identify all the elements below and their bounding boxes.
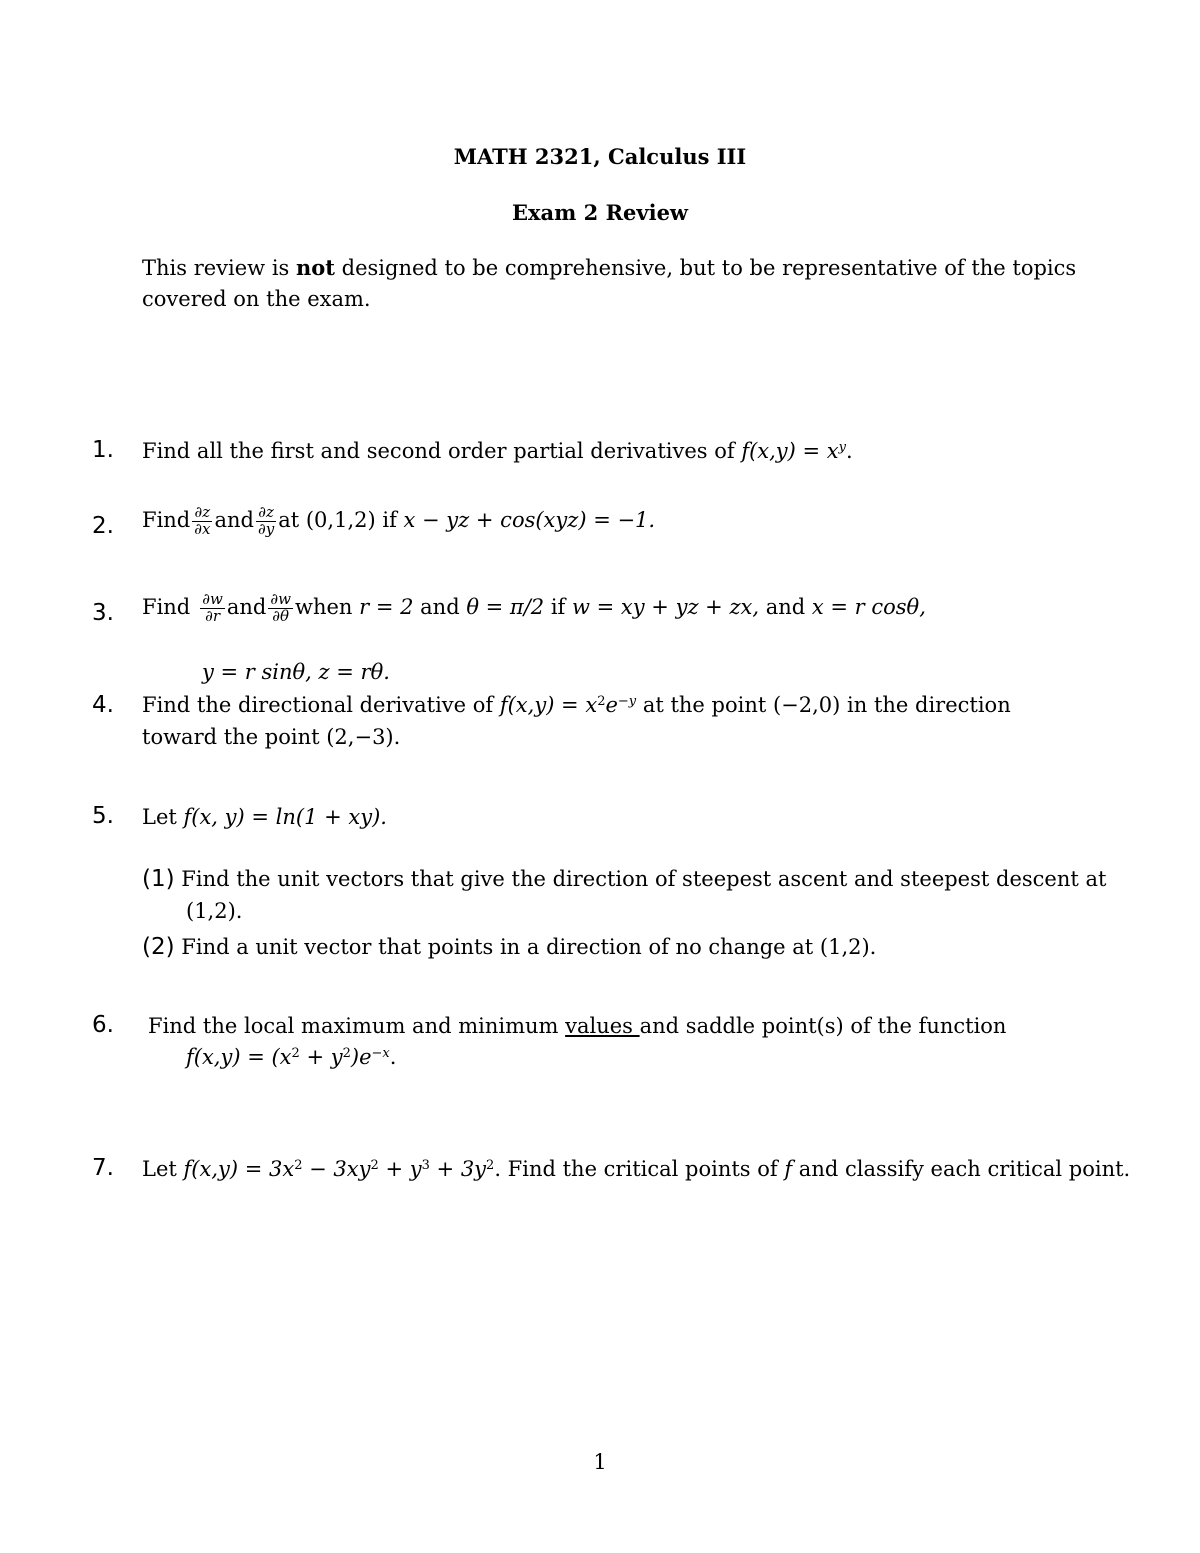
problem-2-equation: x − yz + cos(xyz) = −1.	[403, 507, 656, 532]
problem-4-line-2: toward the point (2,−3).	[142, 725, 401, 749]
problem-7-number: 7.	[92, 1155, 114, 1181]
fraction-dw-dtheta: $\frac{\partial w}{\partial\theta}$	[270, 590, 291, 625]
problem-2	[142, 505, 655, 538]
problem-1	[142, 439, 853, 464]
problem-5-number: 5.	[92, 803, 114, 829]
problem-2-find: Find	[142, 507, 191, 532]
problem-2-and: and	[214, 507, 254, 532]
problem-2-number: 2.	[92, 513, 114, 539]
page-subtitle: Exam 2 Review	[511, 200, 689, 225]
problem-5: Let f(x, y) = ln(1 + xy).	[142, 805, 387, 829]
intro-bold: not	[296, 255, 335, 280]
problem-6-function: $f(x,y) = (x^2 + y^2)e^{-x}$.	[186, 1045, 397, 1069]
problem-3-line-1: Find $\frac{\partial w}{\partial r}$ and $\frac{\partial w}{\partial\theta}$ when r = 2 and θ = π/2 if w = xy + yz + zx, and x = r cosθ,	[142, 590, 926, 625]
intro-line-1	[142, 255, 1077, 281]
problem-1-end: .	[846, 439, 853, 463]
problem-2-rest: at (0,1,2) if	[278, 507, 404, 532]
problem-3-number: 3.	[92, 600, 114, 626]
intro-line-2: covered on the exam.	[142, 287, 371, 311]
page-number: 1	[593, 1450, 607, 1474]
problem-1-number: 1.	[92, 437, 114, 463]
part-2-text: Find a unit vector that points in a direction of no change at (1,2).	[181, 935, 877, 959]
problem-5-part-1-line-2: (1,2).	[186, 899, 243, 923]
problem-6-line-1: Find the local maximum and minimum values and saddle point(s) of the function	[148, 1014, 1007, 1038]
intro-text: This review is	[142, 256, 296, 280]
problem-4-line-1: Find the directional derivative of $f(x,y) = x^2e^{-y}$ at the point (−2,0) in the direction	[142, 693, 1011, 717]
page-title: MATH 2321, Calculus III	[453, 144, 747, 169]
fraction-dz-dy: $\frac{\partial z}{\partial y}$	[257, 503, 275, 538]
fraction-dz-dx: $\frac{\partial z}{\partial x}$	[194, 503, 211, 538]
problem-5-part-2	[142, 934, 876, 962]
problem-6-number: 6.	[92, 1012, 114, 1038]
part-2-number: (2)	[142, 934, 175, 960]
problem-7: Let $f(x,y) = 3x^2 - 3xy^2 + y^3 + 3y^2$. Find the critical points of f and classify each critical point.	[142, 1157, 1131, 1181]
part-1-number: (1)	[142, 866, 175, 892]
fraction-dw-dr: $\frac{\partial w}{\partial r}$	[202, 590, 223, 625]
problem-4-number: 4.	[92, 692, 114, 718]
part-1-text: Find the unit vectors that give the direction of steepest ascent and steepest descent at	[181, 867, 1107, 891]
intro-text-cont: designed to be comprehensive, but to be representative of the topics	[334, 256, 1077, 280]
problem-5-part-1	[142, 866, 1106, 894]
problem-1-func: f(x,y) = x	[741, 439, 839, 463]
problem-1-text: Find all the first and second order partial derivatives of	[142, 439, 742, 463]
problem-1-exp: y	[838, 440, 847, 455]
problem-3-line-2: y = r sinθ, z = rθ.	[202, 660, 390, 684]
